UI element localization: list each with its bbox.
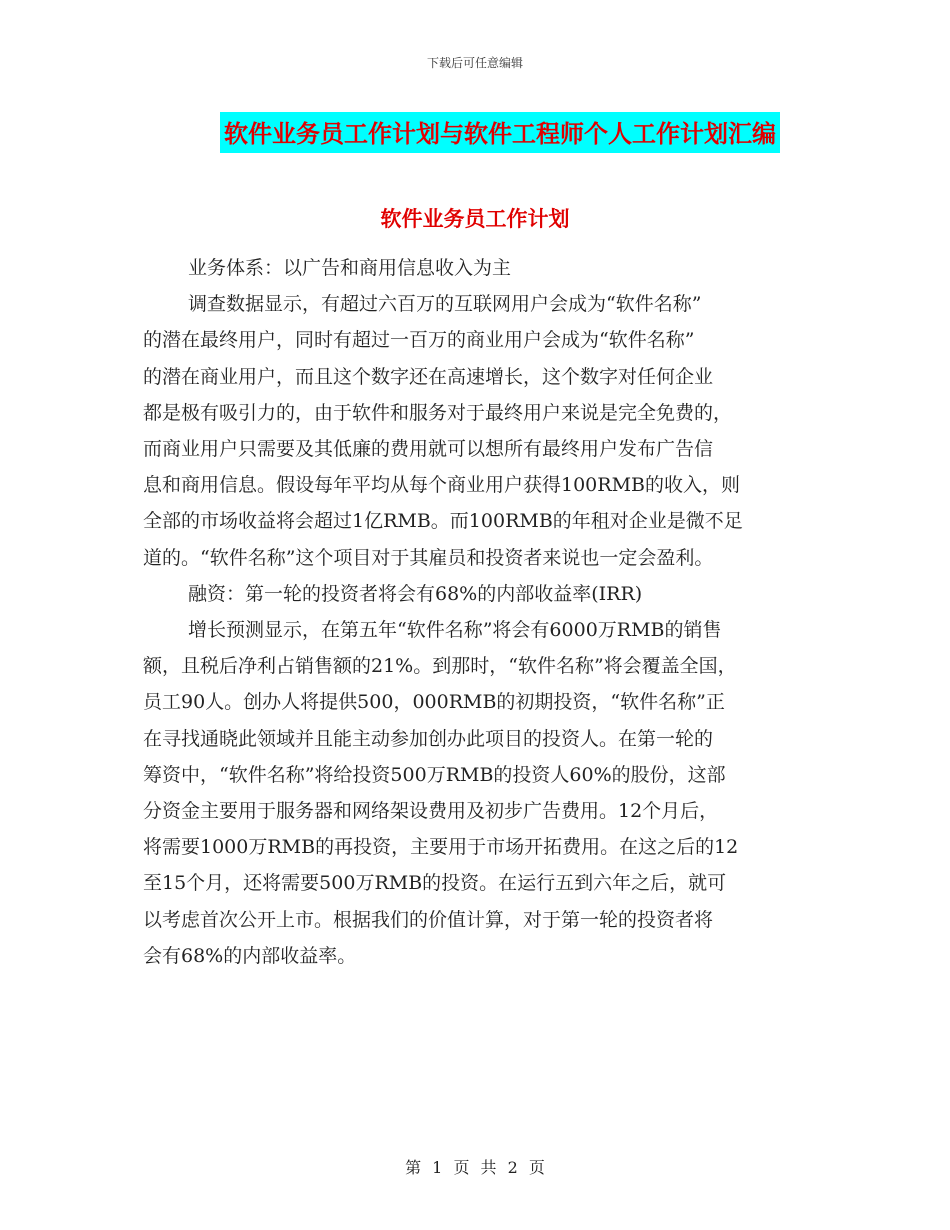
text-line: 道的。“软件名称”这个项目对于其雇员和投资者来说也一定会盈利。 <box>143 546 714 569</box>
document-body <box>143 250 823 974</box>
paragraph-business-system <box>143 250 823 286</box>
text-line: 的潜在最终用户，同时有超过一百万的商业用户会成为“软件名称” <box>143 329 695 352</box>
text-line: 以考虑首次公开上市。根据我们的价值计算，对于第一轮的投资者将 <box>143 908 714 931</box>
text-line: 额，且税后净利占销售额的21%。到那时，“软件名称”将会覆盖全国， <box>143 655 737 678</box>
text-line: 调查数据显示，有超过六百万的互联网用户会成为“软件名称” <box>188 293 702 316</box>
text-line: 分资金主要用于服务器和网络架设费用及初步广告费用。12个月后， <box>143 800 719 823</box>
text-line: 都是极有吸引力的，由于软件和服务对于最终用户来说是完全免费的， <box>143 401 733 424</box>
text-line: 筹资中，“软件名称”将给投资500万RMB的投资人60%的股份，这部 <box>143 763 726 786</box>
text-line: 而商业用户只需要及其低廉的费用就可以想所有最终用户发布广告信 <box>143 438 714 461</box>
text-line: 员工90人。创办人将提供500，000RMB的初期投资，“软件名称”正 <box>143 691 725 714</box>
text-line: 业务体系：以广告和商用信息收入为主 <box>188 257 512 279</box>
text-line: 息和商用信息。假设每年平均从每个商业用户获得100RMB的收入，则 <box>143 474 740 497</box>
text-line: 在寻找通晓此领域并且能主动参加创办此项目的投资人。在第一轮的 <box>143 727 714 750</box>
paragraph-growth-forecast <box>143 612 823 974</box>
document-title: 软件业务员工作计划与软件工程师个人工作计划汇编 <box>220 112 780 153</box>
text-line: 增长预测显示，在第五年“软件名称”将会有6000万RMB的销售 <box>188 619 722 642</box>
section-title: 软件业务员工作计划 <box>380 207 570 231</box>
text-line: 将需要1000万RMB的再投资，主要用于市场开拓费用。在这之后的12 <box>143 836 739 859</box>
text-line: 融资：第一轮的投资者将会有68%的内部收益率(IRR) <box>188 582 643 605</box>
text-line: 全部的市场收益将会超过1亿RMB。而100RMB的年租对企业是微不足 <box>143 510 743 533</box>
header-note: 下载后可任意编辑 <box>426 56 523 70</box>
text-line: 至15个月，还将需要500万RMB的投资。在运行五到六年之后，就可 <box>143 872 727 895</box>
text-line: 的潜在商业用户，而且这个数字还在高速增长，这个数字对任何企业 <box>143 365 714 388</box>
text-line: 会有68%的内部收益率。 <box>143 944 357 967</box>
paragraph-survey-data <box>143 286 823 576</box>
paragraph-financing <box>143 576 823 612</box>
document-title-wrap <box>0 112 950 153</box>
page-footer: 第 1 页 共 2 页 <box>405 1158 545 1177</box>
